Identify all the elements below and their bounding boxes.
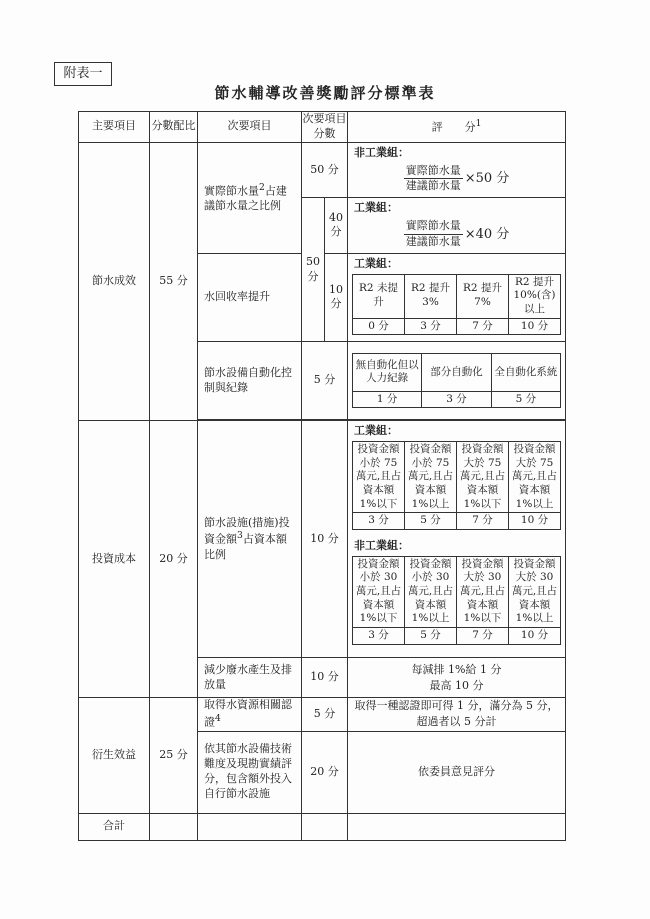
annex-label: 附表一	[54, 62, 112, 86]
recycle-score: 7 分	[457, 318, 509, 335]
recycle-score: 0 分	[353, 318, 405, 335]
recycle-sub-table	[352, 274, 561, 336]
main-item-water-saving: 節水成效	[79, 142, 150, 420]
score-actual-non-industrial	[348, 142, 566, 198]
header-points-dist: 分數配比	[150, 112, 198, 143]
invest-score: 5 分	[405, 513, 457, 530]
invest-col: 投資金額小於 30 萬元,且占資本額 1%以上	[405, 556, 457, 627]
sub-points-certification: 5 分	[302, 698, 348, 731]
score-actual-industrial	[348, 198, 566, 254]
total-blank-points	[302, 813, 348, 840]
sub-item-wastewater: 減少廢水產生及排放量	[198, 658, 302, 698]
recycle-score: 3 分	[405, 318, 457, 335]
sub-points-facility: 10 分	[302, 421, 348, 658]
invest-col: 投資金額小於 30 萬元,且占資本額 1%以下	[353, 556, 405, 627]
sub-item-automation: 節水設備自動化控制與紀錄	[198, 342, 302, 420]
automation-sub-table	[352, 353, 561, 409]
recycle-col: R2 提升 3%	[405, 274, 457, 318]
automation-score: 3 分	[422, 391, 491, 408]
score-wastewater: 每減排 1%給 1 分 最高 10 分	[348, 658, 566, 698]
automation-score: 1 分	[353, 391, 422, 408]
header-score: 評 分$^1$	[348, 112, 566, 143]
total-blank-sub	[198, 813, 302, 840]
invest-non-industrial-table	[352, 556, 561, 645]
score-automation	[348, 342, 566, 420]
group-label-non-industrial-invest: 非工業組：	[354, 538, 409, 552]
formula-non-industrial: $\frac{\text{實際節水量}}{\text{建議節水量}}$ ×50 分	[405, 163, 510, 193]
header-main-item: 主要項目	[79, 112, 150, 143]
points-investment: 20 分	[150, 421, 198, 698]
recycle-score: 10 分	[509, 318, 561, 335]
score-facility	[348, 421, 566, 658]
total-points	[150, 813, 198, 840]
header-row	[79, 112, 566, 143]
formula-industrial: $\frac{\text{實際節水量}}{\text{建議節水量}}$ ×40 分	[405, 219, 510, 248]
automation-score: 5 分	[491, 391, 560, 408]
score-recycle	[348, 253, 566, 341]
invest-score: 7 分	[457, 627, 509, 644]
invest-col: 投資金額大於 75 萬元,且占資本額 1%以上	[509, 442, 561, 513]
group-label-industrial-invest: 工業組：	[354, 424, 398, 438]
group-label-non-industrial: 非工業組：	[354, 145, 409, 159]
sub-item-actual-saving: 實際節水量$^2$占建議節水量之比例	[198, 142, 302, 253]
main-item-investment: 投資成本	[79, 421, 150, 698]
sub-points-committee: 20 分	[302, 731, 348, 813]
header-sub-item: 次要項目	[198, 112, 302, 143]
sub-item-facility: 節水設施(措施)投資金額$^3$占資本額比例	[198, 421, 302, 658]
header-sub-points: 次要項目分數	[302, 112, 348, 143]
invest-col: 投資金額小於 75 萬元,且占資本額 1%以上	[405, 442, 457, 513]
invest-industrial-table	[352, 441, 561, 530]
industrial-recycle-points: 10 分	[325, 253, 348, 341]
scoring-table	[78, 111, 566, 841]
invest-col: 投資金額大於 30 萬元,且占資本額 1%以上	[509, 556, 561, 627]
total-label: 合計	[79, 813, 150, 840]
recycle-col: R2 提升 10%(含)以上	[509, 274, 561, 318]
automation-col: 部分自動化	[422, 353, 491, 391]
invest-score: 3 分	[353, 627, 405, 644]
group-label-industrial: 工業組：	[354, 201, 398, 215]
invest-score: 5 分	[405, 627, 457, 644]
invest-score: 3 分	[353, 513, 405, 530]
sub-item-recycle: 水回收率提升	[198, 253, 302, 341]
invest-col: 投資金額小於 75 萬元,且占資本額 1%以下	[353, 442, 405, 513]
invest-col: 投資金額大於 30 萬元,且占資本額 1%以下	[457, 556, 509, 627]
recycle-col: R2 未提升	[353, 274, 405, 318]
score-committee: 依委員意見評分	[348, 731, 566, 813]
industrial-total-points: 50 分	[302, 198, 325, 342]
invest-col: 投資金額大於 75 萬元,且占資本額 1%以下	[457, 442, 509, 513]
sub-points-actual-saving: 50 分	[302, 142, 348, 198]
invest-score: 10 分	[509, 627, 561, 644]
sub-points-wastewater: 10 分	[302, 658, 348, 698]
total-blank-score	[348, 813, 566, 840]
sub-item-committee: 依其節水設備技術難度及現勘實績評分，包含額外投入自行節水設施	[198, 731, 302, 813]
recycle-col: R2 提升 7%	[457, 274, 509, 318]
invest-score: 7 分	[457, 513, 509, 530]
automation-col: 無自動化但以人力紀錄	[353, 353, 422, 391]
sub-points-automation: 5 分	[302, 342, 348, 420]
industrial-actual-points: 40 分	[325, 198, 348, 254]
main-item-derived: 衍生效益	[79, 698, 150, 813]
group-label-recycle: 工業組：	[354, 256, 398, 270]
points-water-saving: 55 分	[150, 142, 198, 420]
sub-item-certification: 取得水資源相關認證$^4$	[198, 698, 302, 731]
points-derived: 25 分	[150, 698, 198, 813]
document-title: 節水輔導改善獎勵評分標準表	[214, 84, 436, 102]
invest-score: 10 分	[509, 513, 561, 530]
automation-col: 全自動化系統	[491, 353, 560, 391]
score-certification: 取得一種認證即可得 1 分，滿分為 5 分， 超過者以 5 分計	[348, 698, 566, 731]
